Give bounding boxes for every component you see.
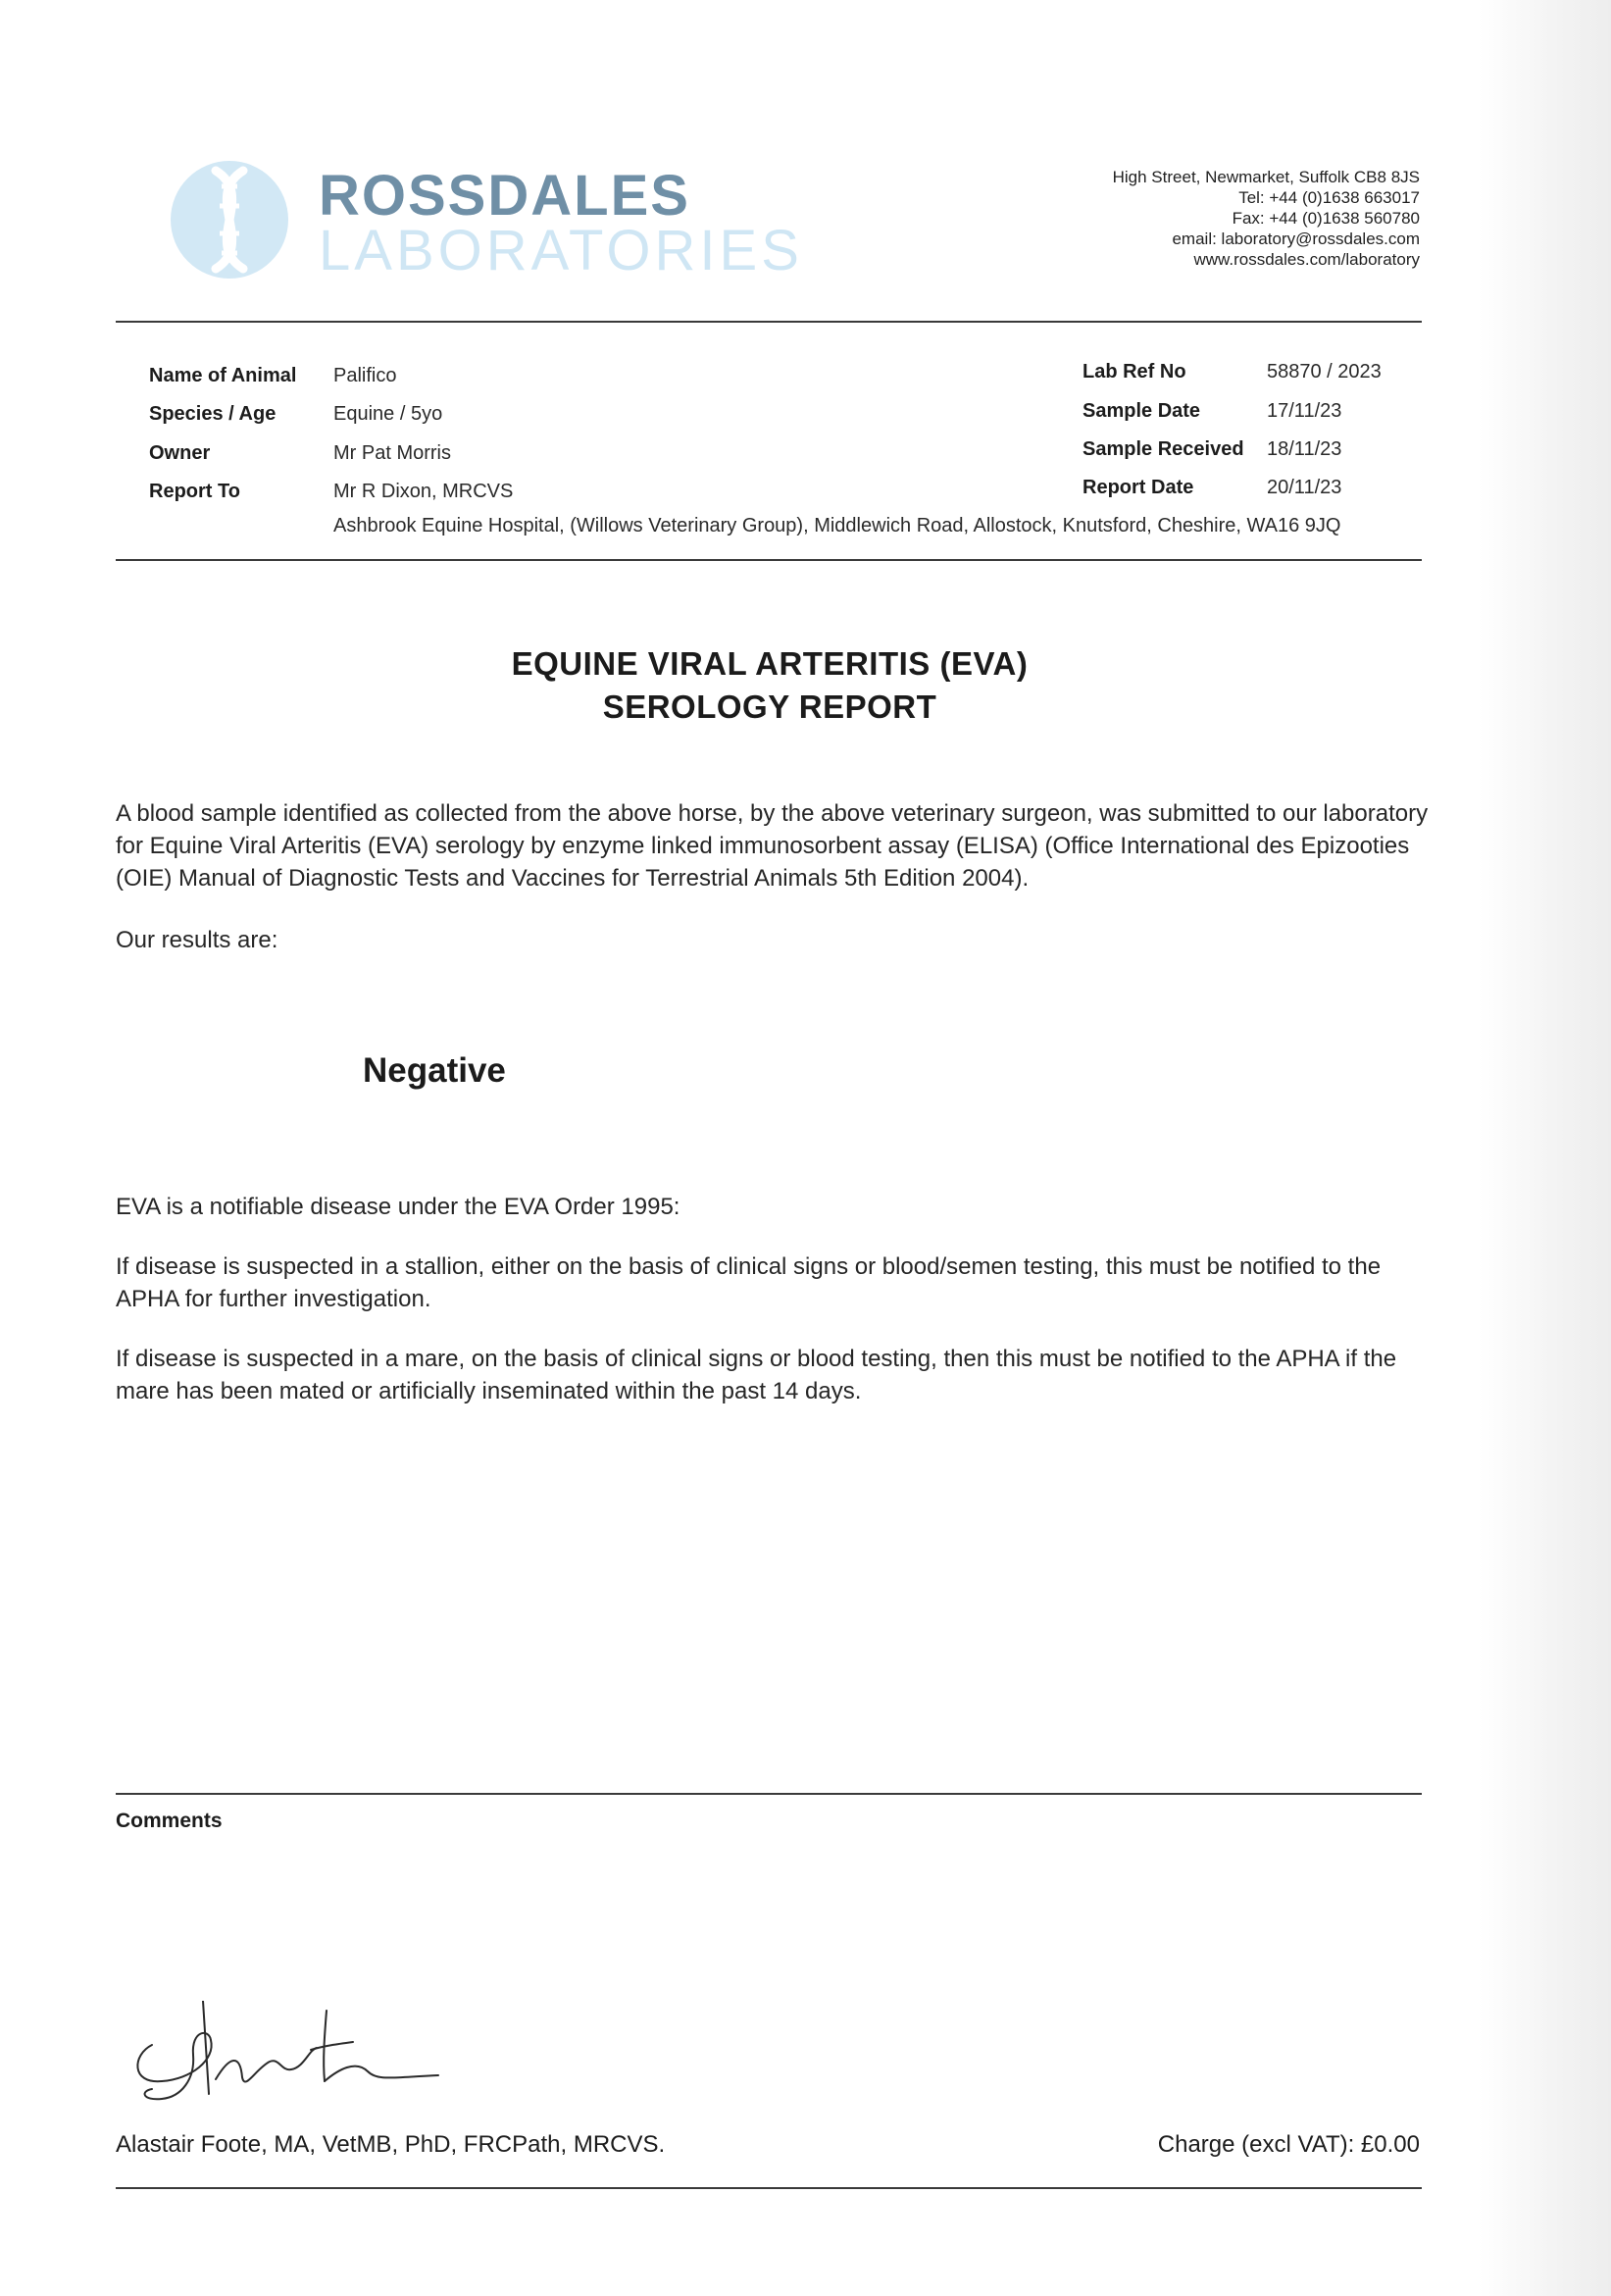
report-date-value: 20/11/23 xyxy=(1267,477,1342,498)
sample-date-label: Sample Date xyxy=(1082,400,1201,422)
page-edge-shadow xyxy=(1479,0,1611,2296)
mare-note: If disease is suspected in a mare, on the basis of clinical signs or blood testing, then this must be notified to the APHA if the mare has been mated or artificially inseminated within the past 14 days. xyxy=(116,1346,1397,1404)
species-age-value: Equine / 5yo xyxy=(333,403,443,425)
handwritten-signature xyxy=(123,2001,456,2118)
owner-label: Owner xyxy=(149,442,211,464)
signatory-name: Alastair Foote, MA, VetMB, PhD, FRCPath, MRCVS. xyxy=(116,2131,666,2158)
lab-logo xyxy=(167,157,803,289)
header-divider xyxy=(116,321,1422,323)
report-to-label: Report To xyxy=(149,481,240,502)
contact-phone: Tel: +44 (0)1638 663017 xyxy=(1238,188,1420,207)
contact-fax: Fax: +44 (0)1638 560780 xyxy=(1232,209,1420,228)
lab-contact-block xyxy=(1113,167,1420,270)
name-of-animal-label: Name of Animal xyxy=(149,365,297,386)
species-age-label: Species / Age xyxy=(149,403,277,425)
name-of-animal-value: Palifico xyxy=(333,365,397,386)
sample-received-label: Sample Received xyxy=(1082,438,1244,460)
report-title-line2: SEROLOGY REPORT xyxy=(602,689,937,725)
logo-wordmark-line1: ROSSDALES xyxy=(319,164,690,228)
lab-ref-label: Lab Ref No xyxy=(1082,361,1186,383)
report-to-address: Ashbrook Equine Hospital, (Willows Veterinary Group), Middlewich Road, Allostock, Knutsford, Cheshire, WA16 9JQ xyxy=(333,515,1341,536)
dna-helix-logo-icon xyxy=(167,157,292,282)
lab-ref-value: 58870 / 2023 xyxy=(1267,361,1382,383)
test-result: Negative xyxy=(363,1051,506,1090)
comments-label: Comments xyxy=(116,1810,223,1832)
details-divider xyxy=(116,559,1422,561)
sample-date-value: 17/11/23 xyxy=(1267,400,1342,422)
report-date-label: Report Date xyxy=(1082,477,1194,498)
results-intro: Our results are: xyxy=(116,927,278,953)
footer-divider xyxy=(116,2187,1422,2189)
report-title-line1: EQUINE VIRAL ARTERITIS (EVA) xyxy=(511,645,1029,682)
contact-email: email: laboratory@rossdales.com xyxy=(1172,230,1420,248)
report-to-value: Mr R Dixon, MRCVS xyxy=(333,481,514,502)
notifiable-statement: EVA is a notifiable disease under the EVA Order 1995: xyxy=(116,1194,680,1220)
contact-address: High Street, Newmarket, Suffolk CB8 8JS xyxy=(1112,168,1420,186)
intro-paragraph: A blood sample identified as collected from the above horse, by the above veterinary surgeon, was submitted to our laboratory for Equine Viral Arteritis (EVA) serology by enzyme linked immunosorbent assay (ELISA) (Office International des Epizooties (OIE) Manual of Diagnostic Tests and Vaccines for Terrestrial Animals 5th Edition 2004). xyxy=(116,800,1429,892)
sample-received-value: 18/11/23 xyxy=(1267,438,1342,460)
contact-website: www.rossdales.com/laboratory xyxy=(1193,250,1420,269)
owner-value: Mr Pat Morris xyxy=(333,442,451,464)
logo-wordmark-line2: LABORATORIES xyxy=(319,219,803,282)
stallion-note: If disease is suspected in a stallion, either on the basis of clinical signs or blood/semen testing, this must be notified to the APHA for further investigation. xyxy=(116,1253,1382,1312)
comments-divider xyxy=(116,1793,1422,1795)
charge-amount: Charge (excl VAT): £0.00 xyxy=(1157,2131,1420,2158)
